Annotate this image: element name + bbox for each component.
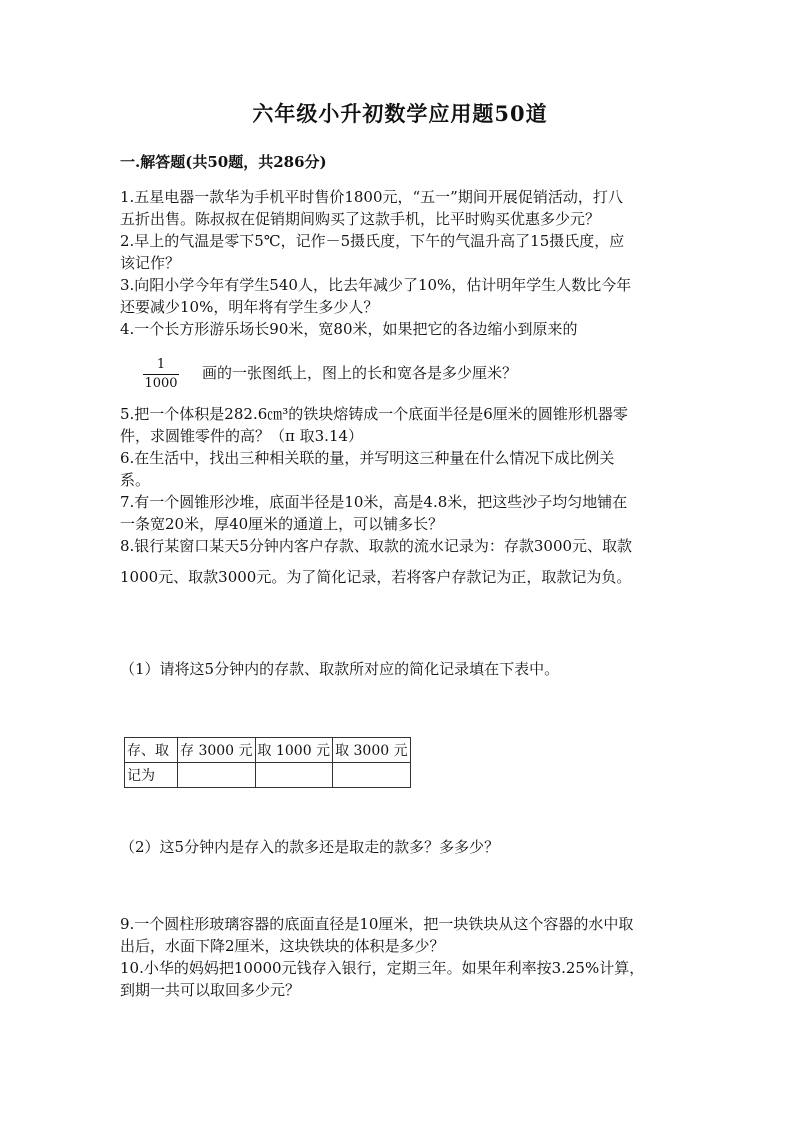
fraction-one-thousandth [143, 357, 179, 392]
table-answer-cell [333, 763, 411, 788]
question-1-line-2: 五折出售。陈叔叔在促销期间购买了这款手机，比平时购买优惠多少元？ [120, 210, 601, 228]
question-2-line-1: 2.早上的气温是零下5℃，记作－5摄氏度，下午的气温升高了15摄氏度，应 [120, 232, 625, 250]
fraction-bar [143, 374, 179, 375]
page-title: 六年级小升初数学应用题50道 [252, 101, 548, 126]
table-header-cell: 取 1000 元 [255, 738, 333, 763]
question-6-line-1: 6.在生活中，找出三种相关联的量，并写明这三种量在什么情况下成比例关 [120, 449, 615, 467]
table-row [125, 763, 411, 788]
question-9-line-2: 出后，水面下降2厘米，这块铁块的体积是多少？ [120, 937, 445, 955]
question-7-line-1: 7.有一个圆锥形沙堆，底面半径是10米，高是4.8米，把这些沙子均匀地铺在 [120, 493, 628, 511]
question-5-line-1: 5.把一个体积是282.6㎝³的铁块熔铸成一个底面半径是6厘米的圆锥形机器零 [120, 405, 628, 423]
question-1-line-1: 1.五星电器一款华为手机平时售价1800元，“五一”期间开展促销活动，打八 [120, 188, 623, 206]
question-3-line-1: 3.向阳小学今年有学生540人，比去年减少了10%，估计明年学生人数比今年 [120, 276, 632, 294]
fraction-denominator: 1000 [144, 376, 178, 391]
table-answer-cell [178, 763, 256, 788]
table-answer-cell [255, 763, 333, 788]
record-table [124, 737, 411, 788]
question-8-line-1: 8.银行某窗口某天5分钟内客户存款、取款的流水记录为：存款3000元、取款 [120, 537, 633, 555]
table-header-row [125, 738, 411, 763]
question-10-line-2: 到期一共可以取回多少元？ [120, 981, 301, 999]
question-8-subquestion-1: （1）请将这5分钟内的存款、取款所对应的简化记录填在下表中。 [120, 660, 560, 678]
question-4-line-2: 画的一张图纸上，图上的长和宽各是多少厘米？ [202, 364, 518, 382]
table-header-cell: 取 3000 元 [333, 738, 411, 763]
table-header-cell: 存、取 [125, 738, 178, 763]
question-10-line-1: 10.小华的妈妈把10000元钱存入银行，定期三年。如果年利率按3.25%计算， [120, 959, 645, 977]
question-8-line-2: 1000元、取款3000元。为了简化记录，若将客户存款记为正，取款记为负。 [120, 568, 632, 586]
question-6-line-2: 系。 [120, 471, 151, 489]
question-3-line-2: 还要减少10%，明年将有学生多少人？ [120, 298, 379, 316]
fraction-numerator: 1 [156, 357, 166, 372]
question-5-line-2: 件，求圆锥零件的高？（π 取3.14） [120, 427, 364, 445]
question-9-line-1: 9.一个圆柱形玻璃容器的底面直径是10厘米，把一块铁块从这个容器的水中取 [120, 915, 634, 933]
table-header-cell: 存 3000 元 [178, 738, 256, 763]
table-row-label: 记为 [125, 763, 178, 788]
question-8-subquestion-2: （2）这5分钟内是存入的款多还是取走的款多？多多少？ [120, 838, 500, 856]
question-4-line-1: 4.一个长方形游乐场长90米，宽80米，如果把它的各边缩小到原来的 [120, 320, 578, 338]
question-7-line-2: 一条宽20米，厚40厘米的通道上，可以铺多长？ [120, 515, 444, 533]
section-heading: 一.解答题(共50题，共286分) [120, 153, 327, 171]
question-2-line-2: 该记作？ [120, 254, 181, 272]
